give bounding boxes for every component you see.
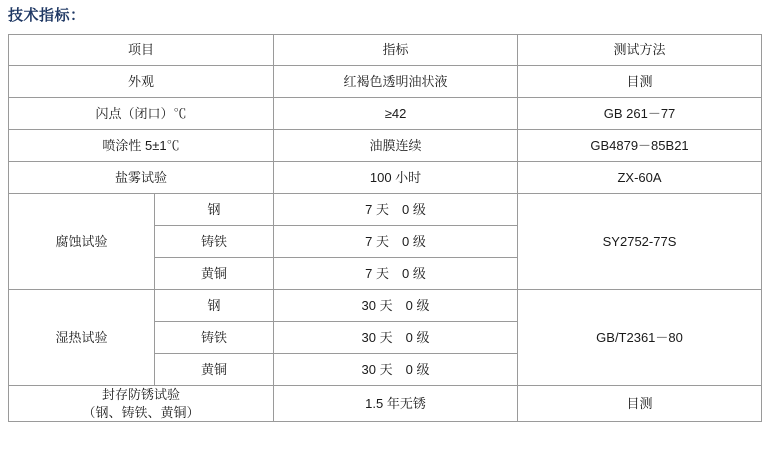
cell-group-label-corrosion: 腐蚀试验 (9, 194, 155, 290)
cell-sub-label: 钢 (155, 194, 274, 226)
cell-sub-label: 铸铁 (155, 226, 274, 258)
cell-index: 7 天 0 级 (274, 194, 518, 226)
table-row (9, 386, 762, 422)
cell-sub-label: 钢 (155, 290, 274, 322)
cell-index: ≥42 (274, 98, 518, 130)
cell-method: GB 261－77 (518, 98, 762, 130)
header-cell-item: 项目 (9, 35, 274, 66)
cell-method: ZX-60A (518, 162, 762, 194)
table-row (9, 66, 762, 98)
cell-index: 1.5 年无锈 (274, 386, 518, 422)
cell-item: 闪点（闭口）℃ (9, 98, 274, 130)
cell-index: 30 天 0 级 (274, 322, 518, 354)
cell-sub-label: 铸铁 (155, 322, 274, 354)
cell-group-label-humidity: 湿热试验 (9, 290, 155, 386)
header-cell-index: 指标 (274, 35, 518, 66)
cell-sub-label: 黄铜 (155, 354, 274, 386)
cell-item: 外观 (9, 66, 274, 98)
cell-index: 7 天 0 级 (274, 258, 518, 290)
cell-index: 油膜连续 (274, 130, 518, 162)
table-row (9, 194, 762, 226)
cell-item-preservation-line1: 封存防锈试验 (102, 387, 181, 402)
table-row (9, 162, 762, 194)
cell-index: 30 天 0 级 (274, 290, 518, 322)
cell-item-preservation (9, 386, 274, 422)
page-title: 技术指标： (8, 7, 86, 24)
cell-item: 喷涂性 5±1℃ (9, 130, 274, 162)
header-cell-method: 测试方法 (518, 35, 762, 66)
cell-method: 目测 (518, 66, 762, 98)
table-row (9, 130, 762, 162)
cell-index: 30 天 0 级 (274, 354, 518, 386)
cell-sub-label: 黄铜 (155, 258, 274, 290)
table-header-row (9, 35, 762, 66)
cell-index: 红褐色透明油状液 (274, 66, 518, 98)
cell-method: GB4879－85B21 (518, 130, 762, 162)
cell-method: 目测 (518, 386, 762, 422)
cell-index: 100 小时 (274, 162, 518, 194)
table-row (9, 98, 762, 130)
cell-method-corrosion: SY2752-77S (518, 194, 762, 290)
technical-specifications-table (8, 34, 762, 422)
table-row (9, 290, 762, 322)
cell-index: 7 天 0 级 (274, 226, 518, 258)
cell-method-humidity: GB/T2361－80 (518, 290, 762, 386)
cell-item: 盐雾试验 (9, 162, 274, 194)
cell-item-preservation-line2: （钢、铸铁、黄铜） (82, 404, 200, 420)
